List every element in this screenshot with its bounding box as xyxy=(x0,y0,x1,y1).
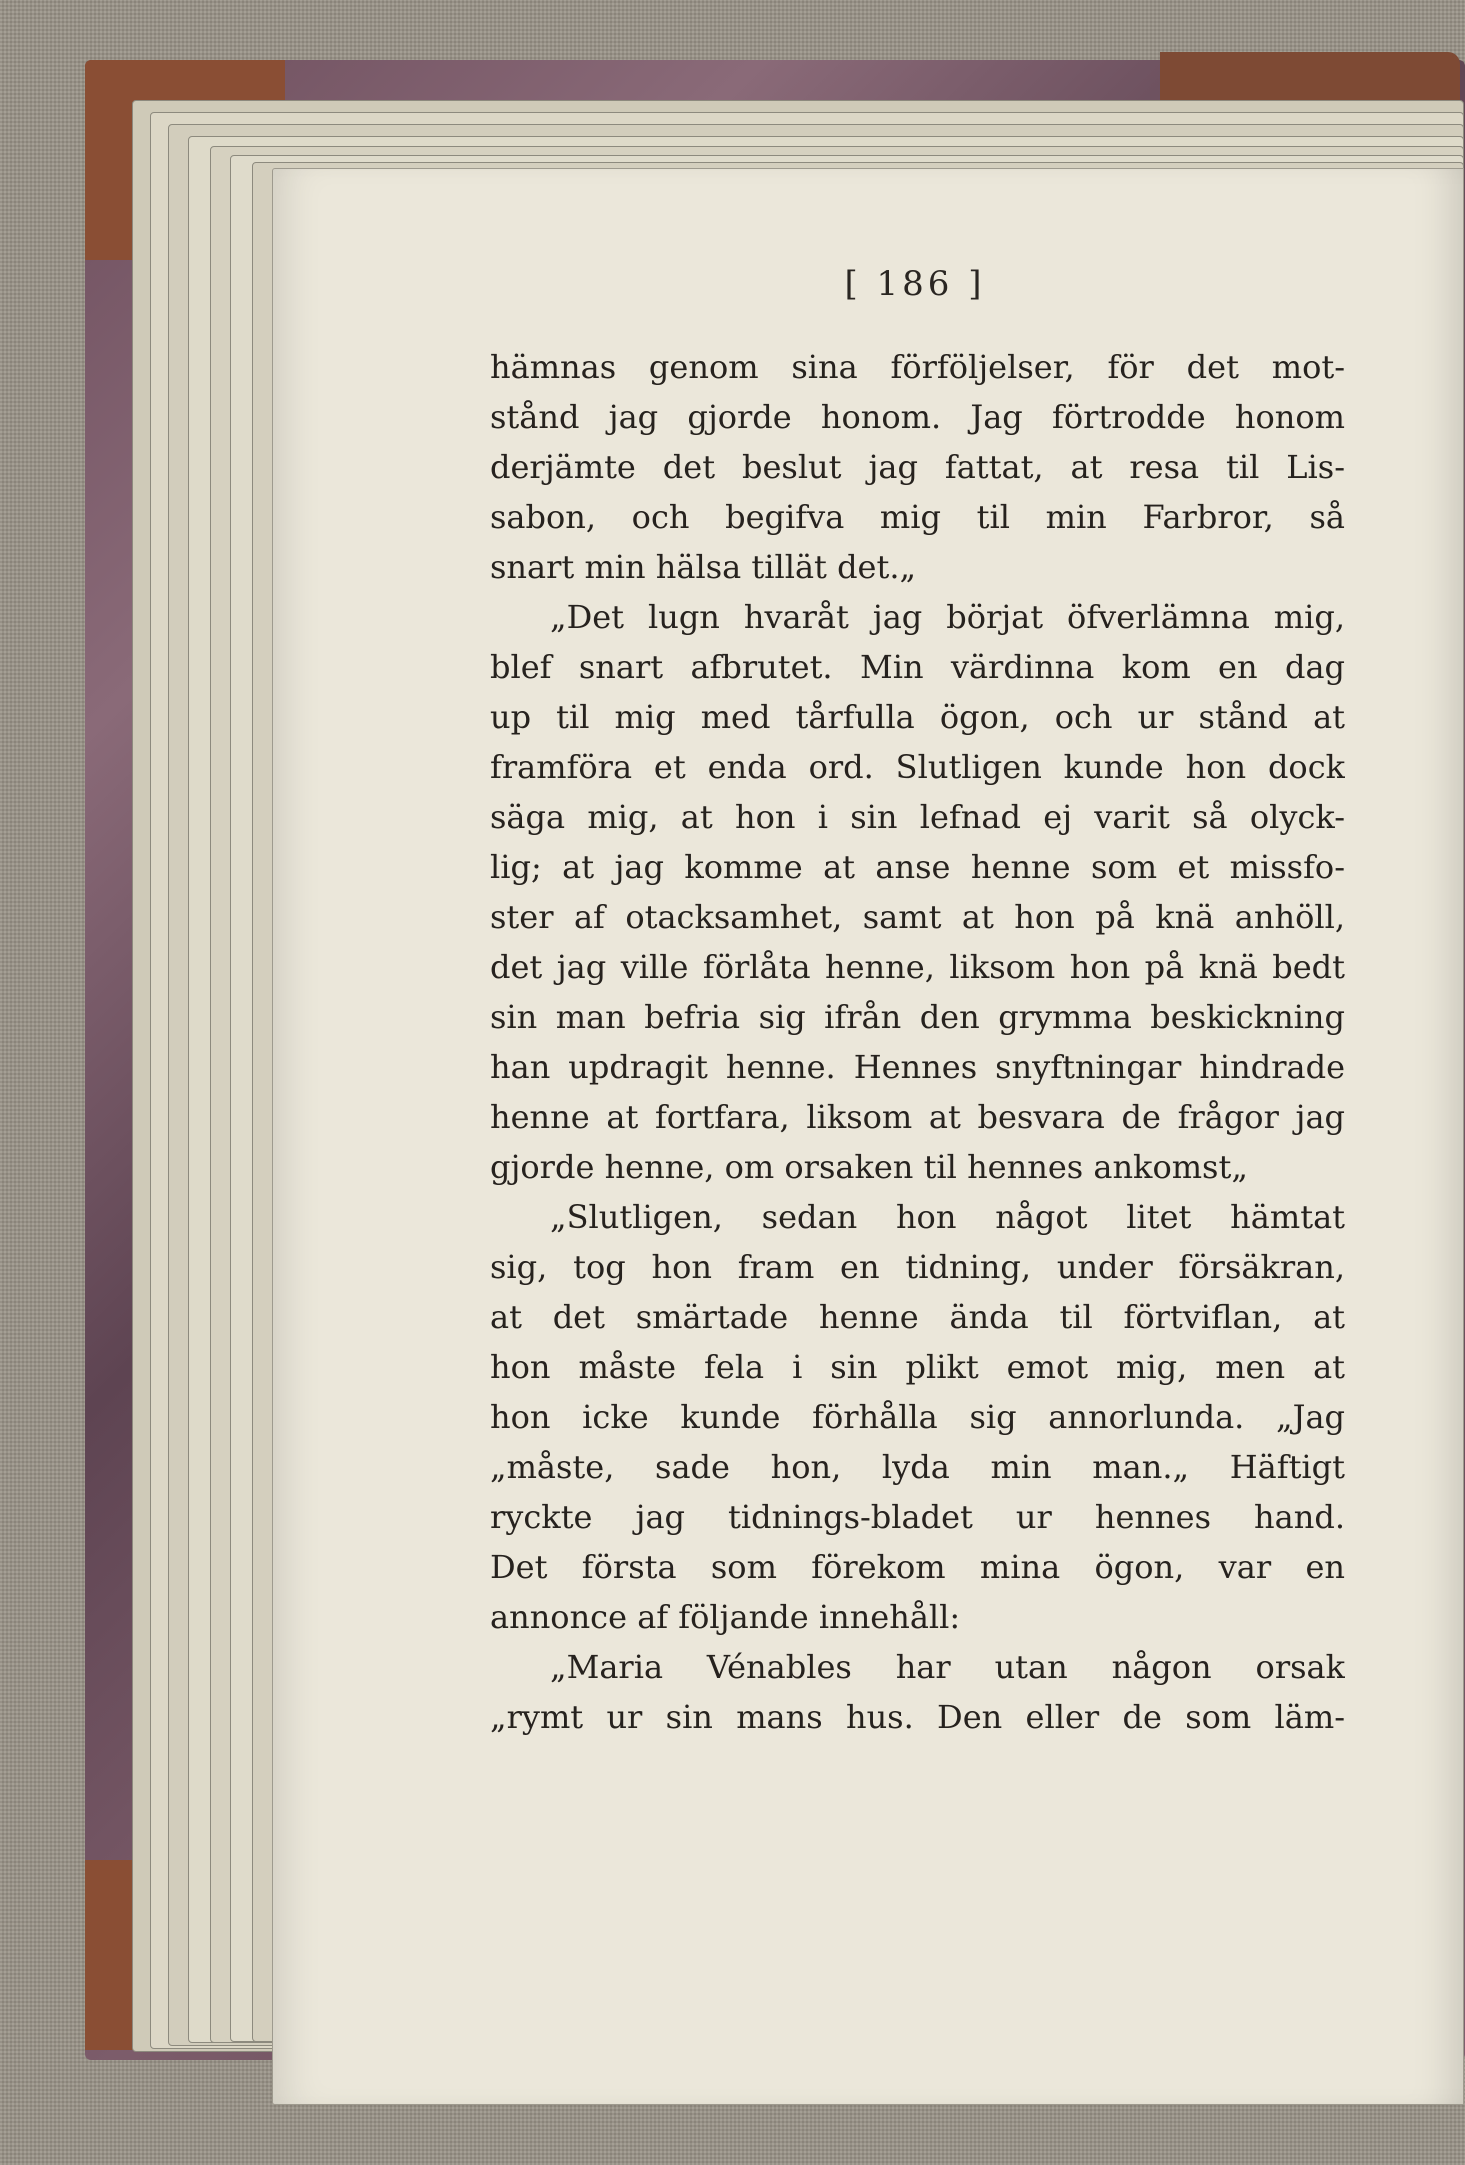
text-line: „måste, sade hon, lyda min man.„ Häftigt xyxy=(490,1448,1345,1486)
text-line: Det första som förekom mina ögon, var en xyxy=(490,1548,1345,1586)
text-line: sig, tog hon fram en tidning, under försäkran, xyxy=(490,1248,1345,1286)
text-line: „Det lugn hvaråt jag börjat öfverlämna mig, xyxy=(550,598,1345,636)
text-line: up til mig med tårfulla ögon, och ur stånd at xyxy=(490,698,1345,736)
text-line: gjorde henne, om orsaken til hennes ankomst„ xyxy=(490,1148,1248,1186)
text-line: det jag ville förlåta henne, liksom hon på knä bedt xyxy=(490,948,1345,986)
text-line: sin man befria sig ifrån den grymma beskickning xyxy=(490,998,1345,1036)
text-line: framföra et enda ord. Slutligen kunde hon dock xyxy=(490,748,1345,786)
text-line: stånd jag gjorde honom. Jag förtrodde honom xyxy=(490,398,1345,436)
text-line: „Maria Vénables har utan någon orsak xyxy=(550,1648,1345,1686)
text-line: hon icke kunde förhålla sig annorlunda. „Jag xyxy=(490,1398,1345,1436)
text-line: lig; at jag komme at anse henne som et missfo- xyxy=(490,848,1345,886)
text-line: snart min hälsa tillät det.„ xyxy=(490,548,917,586)
text-line: ster af otacksamhet, samt at hon på knä anhöll, xyxy=(490,898,1345,936)
text-line: „rymt ur sin mans hus. Den eller de som läm- xyxy=(490,1698,1345,1736)
text-line: ryckte jag tidnings-bladet ur hennes hand. xyxy=(490,1498,1345,1536)
text-line: blef snart afbrutet. Min värdinna kom en dag xyxy=(490,648,1345,686)
text-line: at det smärtade henne ända til förtviflan, at xyxy=(490,1298,1345,1336)
text-line: henne at fortfara, liksom at besvara de frågor jag xyxy=(490,1098,1345,1136)
text-line: derjämte det beslut jag fattat, at resa til Lis- xyxy=(490,448,1345,486)
page-text xyxy=(490,342,1345,1742)
text-line: hon måste fela i sin plikt emot mig, men at xyxy=(490,1348,1345,1386)
text-line: „Slutligen, sedan hon något litet hämtat xyxy=(550,1198,1345,1236)
text-line: hämnas genom sina förföljelser, för det mot- xyxy=(490,348,1345,386)
text-line: han updragit henne. Hennes snyftningar hindrade xyxy=(490,1048,1345,1086)
text-line: sabon, och begifva mig til min Farbror, så xyxy=(490,498,1345,536)
text-line: annonce af följande innehåll: xyxy=(490,1598,961,1636)
text-line: säga mig, at hon i sin lefnad ej varit så olyck- xyxy=(490,798,1345,836)
page-number: [ 186 ] xyxy=(844,264,986,304)
